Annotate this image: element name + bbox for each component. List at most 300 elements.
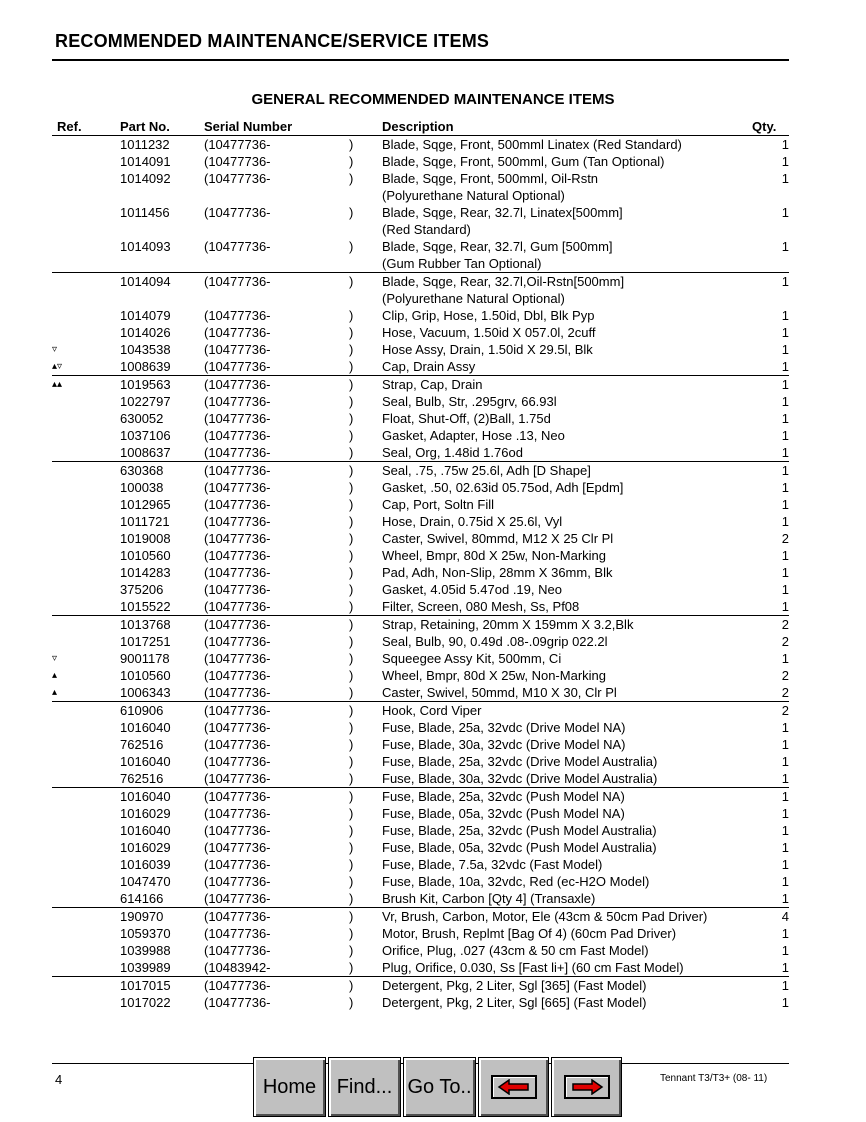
serial-number: (10477736-	[204, 823, 271, 838]
description: Fuse, Blade, 05a, 32vdc (Push Model NA)	[382, 806, 625, 821]
quantity: 2	[752, 616, 789, 634]
part-number: 1019563	[120, 376, 204, 394]
description: Motor, Brush, Replmt [Bag Of 4) (60cm Pad Driver)	[382, 926, 677, 941]
part-number: 190970	[120, 908, 204, 926]
part-number: 1014079	[120, 308, 171, 323]
serial-close-paren: )	[349, 943, 354, 958]
serial-close-paren: )	[349, 480, 354, 495]
serial-close-paren	[349, 290, 382, 307]
description: Seal, Org, 1.48id 1.76od	[382, 445, 523, 460]
quantity: 1	[781, 308, 789, 323]
quantity: 1	[781, 497, 789, 512]
serial-close-paren: )	[349, 599, 354, 614]
part-number: 1013768	[120, 616, 204, 634]
serial-number: (10477736-	[204, 514, 271, 529]
serial-close-paren: )	[349, 908, 382, 926]
table-row	[52, 719, 789, 736]
part-number: 1011456	[120, 205, 170, 220]
serial-close-paren: )	[349, 840, 354, 855]
part-number: 762516	[120, 737, 164, 752]
description: Pad, Adh, Non-Slip, 28mm X 36mm, Blk	[382, 565, 613, 580]
part-number: 1039989	[120, 960, 171, 975]
serial-number: (10477736-	[204, 531, 271, 546]
part-number: 630052	[120, 411, 164, 426]
ref-marker	[52, 273, 120, 291]
serial-close-paren: )	[349, 977, 382, 995]
quantity: 1	[781, 823, 789, 838]
part-number: 1008639	[120, 359, 171, 374]
description: Fuse, Blade, 25a, 32vdc (Drive Model Australia)	[382, 754, 658, 769]
serial-close-paren: )	[349, 702, 382, 720]
next-page-button[interactable]	[551, 1057, 622, 1117]
description: Fuse, Blade, 30a, 32vdc (Drive Model NA)	[382, 737, 626, 752]
ref-marker	[52, 564, 120, 581]
table-row	[52, 564, 789, 581]
table-row	[52, 255, 789, 273]
table-row	[52, 238, 789, 255]
table-row	[52, 324, 789, 341]
description: Blade, Sqge, Front, 500mml, Oil-Rstn	[382, 171, 599, 186]
header-serial-number: Serial Number	[204, 118, 349, 136]
serial-number: (10477736-	[204, 205, 271, 220]
description: Hook, Cord Viper	[382, 702, 752, 720]
description: Hose Assy, Drain, 1.50id X 29.5l, Blk	[382, 342, 593, 357]
description: Cap, Port, Soltn Fill	[382, 497, 494, 512]
quantity: 1	[781, 754, 789, 769]
ref-marker	[52, 170, 120, 187]
ref-marker	[52, 719, 120, 736]
quantity: 1	[781, 943, 789, 958]
serial-number: (10477736-	[204, 651, 271, 666]
description: Cap, Drain Assy	[382, 359, 476, 374]
quantity: 2	[781, 668, 789, 683]
serial-number: (10477736-	[204, 840, 271, 855]
table-row	[52, 753, 789, 770]
quantity: 1	[781, 582, 789, 597]
table-row	[52, 307, 789, 324]
serial-number: (10477736-	[204, 394, 271, 409]
ref-marker	[52, 598, 120, 616]
part-number: 1016029	[120, 806, 171, 821]
ref-marker	[52, 410, 120, 427]
table-row	[52, 393, 789, 410]
table-row	[52, 462, 789, 480]
serial-close-paren: )	[349, 445, 354, 460]
serial-number	[204, 187, 349, 204]
quantity	[752, 290, 789, 307]
part-number: 1014093	[120, 239, 171, 254]
ref-marker	[52, 204, 120, 221]
serial-number: (10477736-	[204, 737, 271, 752]
quantity: 1	[781, 445, 789, 460]
header-ref: Ref.	[52, 118, 120, 136]
ref-marker: ▿	[52, 653, 58, 664]
serial-number: (10477736-	[204, 411, 271, 426]
quantity: 1	[781, 428, 789, 443]
serial-close-paren: )	[349, 788, 382, 806]
ref-marker	[52, 959, 120, 977]
quantity: 2	[781, 685, 789, 700]
part-number: 1039988	[120, 943, 171, 958]
quantity: 1	[781, 325, 789, 340]
part-number: 1014092	[120, 171, 171, 186]
navigation-bar	[253, 1057, 624, 1119]
home-button[interactable]: Home	[253, 1057, 326, 1117]
description: Gasket, Adapter, Hose .13, Neo	[382, 428, 565, 443]
quantity	[752, 255, 789, 273]
description: Blade, Sqge, Front, 500mml Linatex (Red Standard)	[382, 137, 682, 152]
quantity	[752, 221, 789, 238]
ref-marker	[52, 307, 120, 324]
header-description: Description	[382, 118, 752, 136]
table-row	[52, 977, 789, 995]
quantity: 1	[781, 840, 789, 855]
serial-close-paren: )	[349, 737, 354, 752]
ref-marker: ▴▴	[52, 376, 120, 394]
goto-button[interactable]: Go To..	[403, 1057, 476, 1117]
description: (Polyurethane Natural Optional)	[382, 188, 565, 203]
ref-marker	[52, 581, 120, 598]
part-number: 1037106	[120, 428, 171, 443]
part-number: 610906	[120, 702, 204, 720]
part-number: 1017022	[120, 995, 171, 1010]
quantity: 1	[781, 239, 789, 254]
serial-close-paren: )	[349, 823, 354, 838]
description: Brush Kit, Carbon [Qty 4] (Transaxle)	[382, 891, 596, 906]
description: Caster, Swivel, 50mmd, M10 X 30, Clr Pl	[382, 685, 617, 700]
serial-number: (10477736-	[204, 771, 271, 786]
description: Strap, Retaining, 20mm X 159mm X 3.2,Blk	[382, 616, 752, 634]
description: Strap, Cap, Drain	[382, 376, 752, 394]
ref-marker	[52, 513, 120, 530]
ref-marker	[52, 770, 120, 788]
ref-marker	[52, 616, 120, 634]
serial-close-paren: )	[349, 582, 354, 597]
table-row	[52, 856, 789, 873]
table-row	[52, 616, 789, 634]
part-number: 1016029	[120, 840, 171, 855]
ref-marker	[52, 255, 120, 273]
description: Seal, Bulb, Str, .295grv, 66.93l	[382, 394, 557, 409]
page-number: 4	[55, 1072, 63, 1087]
part-number: 1059370	[120, 926, 171, 941]
quantity: 2	[781, 531, 789, 546]
serial-close-paren: )	[349, 771, 354, 786]
part-number	[120, 187, 204, 204]
serial-number: (10477736-	[204, 995, 271, 1010]
table-row	[52, 410, 789, 427]
part-number: 1012965	[120, 497, 171, 512]
part-number: 1014091	[120, 154, 171, 169]
serial-number: (10477736-	[204, 273, 349, 291]
serial-close-paren: )	[349, 874, 354, 889]
ref-marker	[52, 788, 120, 806]
serial-number: (10477736-	[204, 720, 271, 735]
ref-marker	[52, 839, 120, 856]
description: Filter, Screen, 080 Mesh, Ss, Pf08	[382, 599, 580, 614]
quantity: 1	[781, 651, 789, 666]
table-row	[52, 290, 789, 307]
ref-marker	[52, 153, 120, 170]
serial-close-paren: )	[349, 394, 354, 409]
ref-marker	[52, 462, 120, 480]
part-number: 100038	[120, 480, 164, 495]
part-number: 1047470	[120, 874, 171, 889]
quantity: 1	[781, 771, 789, 786]
ref-marker	[52, 547, 120, 564]
description: Hose, Drain, 0.75id X 25.6l, Vyl	[382, 514, 563, 529]
ref-marker	[52, 994, 120, 1011]
previous-page-button[interactable]	[478, 1057, 549, 1117]
table-row	[52, 444, 789, 462]
table-row	[52, 581, 789, 598]
serial-close-paren: )	[349, 857, 354, 872]
serial-close-paren: )	[349, 239, 354, 254]
serial-number: (10477736-	[204, 616, 349, 634]
ref-marker	[52, 890, 120, 908]
serial-close-paren	[349, 187, 382, 204]
quantity: 1	[752, 273, 789, 291]
part-number: 1016039	[120, 857, 171, 872]
title-rule	[52, 59, 789, 61]
table-row	[52, 598, 789, 616]
serial-number	[204, 221, 349, 238]
serial-number: (10477736-	[204, 582, 271, 597]
part-number	[120, 290, 204, 307]
serial-number: (10477736-	[204, 308, 271, 323]
table-row	[52, 959, 789, 977]
serial-number: (10477736-	[204, 857, 271, 872]
part-number: 1014283	[120, 565, 171, 580]
ref-marker	[52, 925, 120, 942]
serial-close-paren: )	[349, 565, 354, 580]
quantity: 1	[781, 205, 789, 220]
ref-marker	[52, 736, 120, 753]
serial-number: (10477736-	[204, 668, 271, 683]
serial-number: (10477736-	[204, 634, 271, 649]
serial-number: (10477736-	[204, 359, 271, 374]
quantity: 1	[781, 480, 789, 495]
part-number: 1014026	[120, 325, 171, 340]
quantity: 1	[781, 995, 789, 1010]
serial-number: (10477736-	[204, 548, 271, 563]
serial-close-paren: )	[349, 995, 354, 1010]
serial-number: (10477736-	[204, 908, 349, 926]
table-row	[52, 890, 789, 908]
serial-close-paren: )	[349, 531, 354, 546]
serial-number: (10477736-	[204, 154, 271, 169]
quantity: 1	[781, 411, 789, 426]
part-number	[120, 255, 204, 273]
quantity: 1	[781, 926, 789, 941]
description: Seal, .75, .75w 25.6l, Adh [D Shape]	[382, 462, 752, 480]
serial-number: (10477736-	[204, 239, 271, 254]
description: Wheel, Bmpr, 80d X 25w, Non-Marking	[382, 668, 606, 683]
serial-number: (10477736-	[204, 137, 271, 152]
quantity: 1	[781, 891, 789, 906]
table-row	[52, 702, 789, 720]
quantity: 1	[752, 788, 789, 806]
part-number: 614166	[120, 891, 164, 906]
part-number: 1011721	[120, 514, 170, 529]
table-row	[52, 358, 789, 376]
table-row	[52, 822, 789, 839]
description: Blade, Sqge, Rear, 32.7l, Linatex[500mm]	[382, 205, 623, 220]
serial-close-paren: )	[349, 428, 354, 443]
table-row	[52, 633, 789, 650]
serial-number: (10477736-	[204, 497, 271, 512]
serial-close-paren: )	[349, 308, 354, 323]
part-number: 375206	[120, 582, 164, 597]
description: (Polyurethane Natural Optional)	[382, 291, 565, 306]
ref-marker	[52, 187, 120, 204]
part-number: 1010560	[120, 668, 171, 683]
description: Fuse, Blade, 25a, 32vdc (Push Model NA)	[382, 788, 752, 806]
description: Fuse, Blade, 30a, 32vdc (Drive Model Australia)	[382, 771, 658, 786]
description: Clip, Grip, Hose, 1.50id, Dbl, Blk Pyp	[382, 308, 595, 323]
ref-marker	[52, 427, 120, 444]
description: Fuse, Blade, 25a, 32vdc (Push Model Australia)	[382, 823, 657, 838]
description: Fuse, Blade, 10a, 32vdc, Red (ec-H2O Model)	[382, 874, 650, 889]
table-row	[52, 427, 789, 444]
quantity: 1	[781, 342, 789, 357]
ref-marker	[52, 444, 120, 462]
table-row	[52, 136, 789, 154]
table-row	[52, 479, 789, 496]
part-number: 1015522	[120, 599, 171, 614]
table-row	[52, 496, 789, 513]
quantity: 1	[781, 154, 789, 169]
table-row	[52, 908, 789, 926]
find-button[interactable]: Find...	[328, 1057, 401, 1117]
ref-marker: ▴▿	[52, 361, 63, 372]
quantity: 1	[781, 565, 789, 580]
part-number: 1016040	[120, 754, 171, 769]
description: Hose, Vacuum, 1.50id X 057.0l, 2cuff	[382, 325, 596, 340]
serial-close-paren: )	[349, 634, 354, 649]
part-number: 1019008	[120, 531, 171, 546]
table-row	[52, 376, 789, 394]
ref-marker	[52, 221, 120, 238]
table-row	[52, 736, 789, 753]
right-arrow-icon	[564, 1075, 610, 1099]
ref-marker	[52, 856, 120, 873]
ref-marker	[52, 290, 120, 307]
description: Fuse, Blade, 7.5a, 32vdc (Fast Model)	[382, 857, 603, 872]
table-row	[52, 547, 789, 564]
table-row	[52, 273, 789, 291]
quantity: 1	[781, 514, 789, 529]
serial-number: (10477736-	[204, 754, 271, 769]
serial-number: (10477736-	[204, 599, 271, 614]
description: Gasket, 4.05id 5.47od .19, Neo	[382, 582, 562, 597]
serial-close-paren: )	[349, 205, 354, 220]
part-number: 9001178	[120, 651, 170, 666]
serial-number: (10477736-	[204, 565, 271, 580]
part-number: 1016040	[120, 720, 171, 735]
serial-close-paren: )	[349, 497, 354, 512]
serial-number: (10477736-	[204, 171, 271, 186]
quantity: 1	[781, 599, 789, 614]
section-title: GENERAL RECOMMENDED MAINTENANCE ITEMS	[251, 91, 615, 108]
serial-close-paren	[349, 221, 382, 238]
quantity: 1	[781, 359, 789, 374]
header-qty: Qty.	[752, 118, 789, 136]
serial-number: (10477736-	[204, 342, 271, 357]
part-number: 1006343	[120, 685, 171, 700]
table-row	[52, 513, 789, 530]
serial-number: (10477736-	[204, 926, 271, 941]
description: Seal, Bulb, 90, 0.49d .08-.09grip 022.2l	[382, 634, 608, 649]
table-row	[52, 153, 789, 170]
table-row	[52, 667, 789, 684]
serial-number: (10477736-	[204, 462, 349, 480]
parts-table	[52, 118, 789, 1011]
part-number: 1011232	[120, 137, 170, 152]
ref-marker: ▴	[52, 670, 58, 681]
table-row	[52, 187, 789, 204]
quantity: 1	[781, 720, 789, 735]
description: Caster, Swivel, 80mmd, M12 X 25 Clr Pl	[382, 531, 614, 546]
serial-number	[204, 290, 349, 307]
table-row	[52, 530, 789, 547]
serial-close-paren: )	[349, 720, 354, 735]
table-row	[52, 341, 789, 358]
ref-marker	[52, 324, 120, 341]
table-row	[52, 770, 789, 788]
part-number: 1016040	[120, 788, 204, 806]
serial-number: (10477736-	[204, 325, 271, 340]
ref-marker	[52, 479, 120, 496]
part-number: 1008637	[120, 445, 171, 460]
ref-marker	[52, 977, 120, 995]
header-part-no: Part No.	[120, 118, 204, 136]
serial-number: (10477736-	[204, 874, 271, 889]
part-number	[120, 221, 204, 238]
quantity: 1	[781, 874, 789, 889]
serial-close-paren: )	[349, 462, 382, 480]
part-number: 630368	[120, 462, 204, 480]
description: Vr, Brush, Carbon, Motor, Ele (43cm & 50cm Pad Driver)	[382, 908, 752, 926]
quantity: 2	[781, 634, 789, 649]
ref-marker	[52, 633, 120, 650]
table-row	[52, 170, 789, 187]
quantity: 1	[752, 977, 789, 995]
serial-number: (10477736-	[204, 702, 349, 720]
ref-marker	[52, 702, 120, 720]
left-arrow-icon	[491, 1075, 537, 1099]
serial-close-paren: )	[349, 514, 354, 529]
ref-marker	[52, 496, 120, 513]
part-number: 1022797	[120, 394, 171, 409]
table-row	[52, 805, 789, 822]
parts-table-body	[52, 136, 789, 1012]
serial-close-paren: )	[349, 685, 354, 700]
table-row	[52, 873, 789, 890]
table-row	[52, 204, 789, 221]
serial-number: (10477736-	[204, 788, 349, 806]
serial-number: (10477736-	[204, 806, 271, 821]
serial-close-paren: )	[349, 376, 382, 394]
ref-marker	[52, 238, 120, 255]
serial-close-paren: )	[349, 668, 354, 683]
table-row	[52, 839, 789, 856]
ref-marker: ▿	[52, 344, 58, 355]
table-row	[52, 994, 789, 1011]
serial-close-paren: )	[349, 651, 354, 666]
quantity: 1	[781, 806, 789, 821]
serial-close-paren: )	[349, 154, 354, 169]
